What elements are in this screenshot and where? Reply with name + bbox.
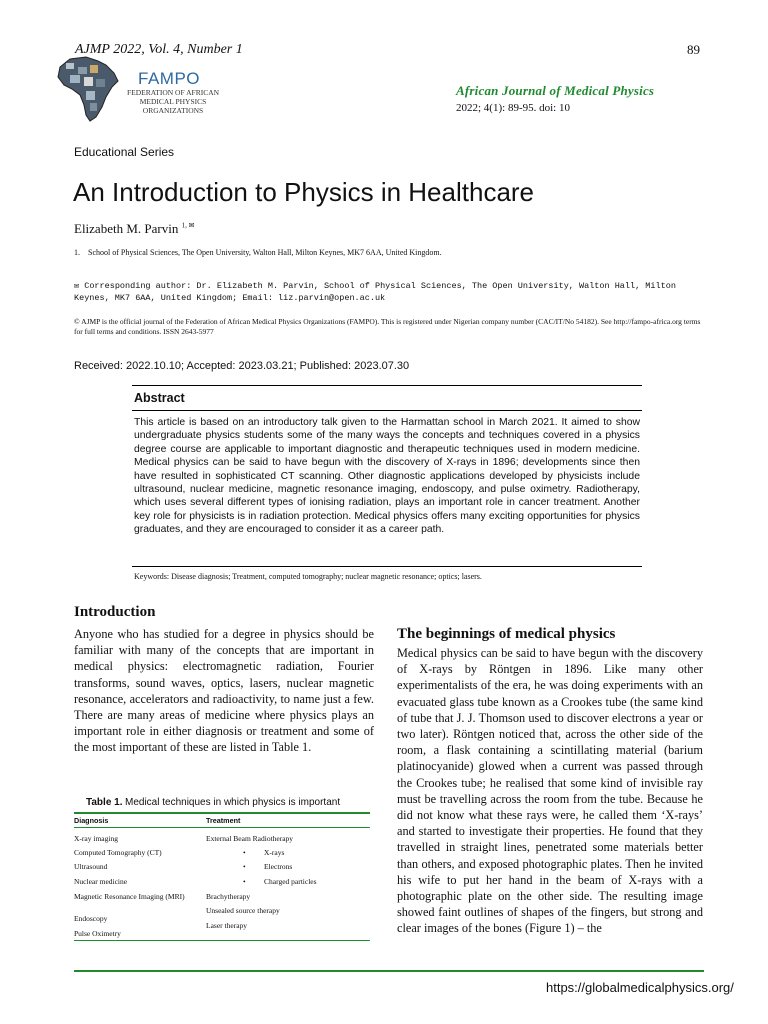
page-number: 89	[687, 42, 700, 57]
abstract-text: This article is based on an introductory talk given to the Harmattan school in March 2021. It aimed to show undergraduate physics students some of the many ways the concepts and techniques covered in a physics degree course are applicable to important diagnostic and therapeutic techniques used in modern medicine. Medical physics can be said to have begun with the discovery of X-rays in 1896; developments since then have resulted in sophisticated CT scanning. Other diagnostic applications developed by physicists include ultrasound, nuclear medicine, magnetic resonance imaging, endoscopy, and pulse oximetry. Radiotherapy, which uses several different types of ionising radiation, plays an important role in cancer treatment. Another key role for physicists is in radiation protection. Medical physics offers many exciting opportunities for physics graduates, and they are encouraged to consider it as a career path.	[134, 417, 640, 536]
table-cell-diagnosis: Computed Tomography (CT)	[74, 848, 162, 857]
abstract-top-rule	[132, 385, 642, 386]
table-header-treatment: Treatment	[206, 816, 241, 825]
journal-name: African Journal of Medical Physics	[456, 83, 655, 98]
table-cell-treatment: External Beam Radiotherapy	[206, 834, 294, 843]
received-dates: Received: 2022.10.10; Accepted: 2023.03.21; Published: 2023.07.30	[74, 360, 410, 372]
abstract-rule	[132, 410, 642, 411]
running-header: AJMP 2022, Vol. 4, Number 1	[75, 42, 243, 57]
table-header-diagnosis: Diagnosis	[74, 816, 109, 825]
footer-url-link[interactable]: https://globalmedicalphysics.org/	[546, 980, 734, 995]
table-bullet: •	[243, 848, 246, 857]
beginnings-heading: The beginnings of medical physics	[397, 626, 616, 642]
table-label: Table 1.	[86, 797, 123, 808]
author-name: Elizabeth M. Parvin	[74, 221, 179, 236]
table-bullet: •	[243, 877, 246, 886]
fampo-logo	[56, 55, 236, 125]
table-cell-diagnosis: X-ray imaging	[74, 834, 118, 843]
table-cell-diagnosis: Magnetic Resonance Imaging (MRI)	[74, 892, 185, 901]
table-cell-diagnosis: Pulse Oximetry	[74, 929, 121, 938]
table-cell-treatment: Brachytherapy	[206, 892, 251, 901]
logo-subtitle: FEDERATION OF AFRICAN MEDICAL PHYSICS ORGANIZATIONS	[126, 88, 220, 115]
author-superscript: 1, ✉	[181, 221, 195, 230]
table-cell-treatment: Charged particles	[264, 877, 317, 886]
table-cell-diagnosis: Endoscopy	[74, 914, 108, 923]
journal-citation: 2022; 4(1): 89-95. doi: 10	[456, 102, 570, 114]
copyright-notice: © AJMP is the official journal of the Federation of African Medical Physics Organizations (FAMPO). This is registered under Nigerian company number (CAC/IT/No 54182). See http://fampo-africa.org terms for full terms and conditions. ISSN 2643-5977	[74, 317, 701, 336]
table-bottom-rule	[74, 940, 370, 941]
table-cell-treatment: Unsealed source therapy	[206, 906, 280, 915]
footer-rule	[74, 970, 704, 972]
introduction-heading: Introduction	[74, 604, 156, 620]
table-caption-text: Medical techniques in which physics is important	[125, 797, 341, 808]
table-header-rule	[74, 827, 370, 828]
corresponding-author: ✉ Corresponding author: Dr. Elizabeth M. Parvin, School of Physical Sciences, The Open University, Walton Hall, Milton Keynes, MK7 6AA, United Kingdom; Email: liz.parvin@open.ac.uk	[74, 281, 676, 303]
abstract-heading: Abstract	[134, 391, 185, 405]
table-cell-treatment: Laser therapy	[206, 921, 248, 930]
logo-name: FAMPO	[138, 69, 201, 88]
table-cell-treatment: X-rays	[264, 848, 285, 857]
abstract-bottom-rule	[132, 566, 642, 567]
table-top-rule	[74, 812, 370, 814]
table-cell-diagnosis: Nuclear medicine	[74, 877, 128, 886]
affiliation: 1. School of Physical Sciences, The Open University, Walton Hall, Milton Keynes, MK7 6AA, United Kingdom.	[74, 248, 442, 257]
africa-map-icon	[56, 55, 120, 123]
page-title: An Introduction to Physics in Healthcare	[73, 177, 535, 207]
table-caption	[86, 797, 340, 808]
keywords: Keywords: Disease diagnosis; Treatment, computed tomography; nuclear magnetic resonance; optics; lasers.	[134, 572, 482, 581]
table-cell-diagnosis: Ultrasound	[74, 862, 108, 871]
series-label: Educational Series	[74, 145, 175, 159]
beginnings-text: Medical physics can be said to have begun with the discovery of X-rays by Röntgen in 1896. Like many other experimentalists of the era, he was doing experiments with an evacuated glass tube known as a Crookes tube (the same kind of tube that J. J. Thomson used to discover electrons a year or two later). Röntgen noticed that, across the other side of the room, a flask containing a scintillating material (barium platinocyanide) glowed when a current was passed through the Crookes tube; he realised that some kind of invisible ray must be travelling across the room from the tube. Because he did not know what these rays were, he called them ‘X-rays’ and started to investigate their properties. He found that they travelled in straight lines, penetrated some materials better than others, and exposed photographic plates. Then he invited his wife to put her hand in the beam of X-rays with a photographic plate on the other side. The resulting image showed faint outlines of shapes of the fingers, but strong and clear images of the bones (Figure 1) – the	[397, 646, 703, 936]
table-cell-treatment: Electrons	[264, 862, 293, 871]
table-bullet: •	[243, 862, 246, 871]
introduction-text: Anyone who has studied for a degree in physics should be familiar with many of the concepts that are important in medical physics: electromagnetic radiation, Fourier transforms, sound waves, optics, lasers, nuclear magnetic resonance, accelerators and radioactivity, to name just a few. There are many areas of medicine where physics plays an important role in either diagnosis or treatment and some of the most important of these are listed in Table 1.	[74, 627, 374, 755]
author	[74, 221, 194, 237]
